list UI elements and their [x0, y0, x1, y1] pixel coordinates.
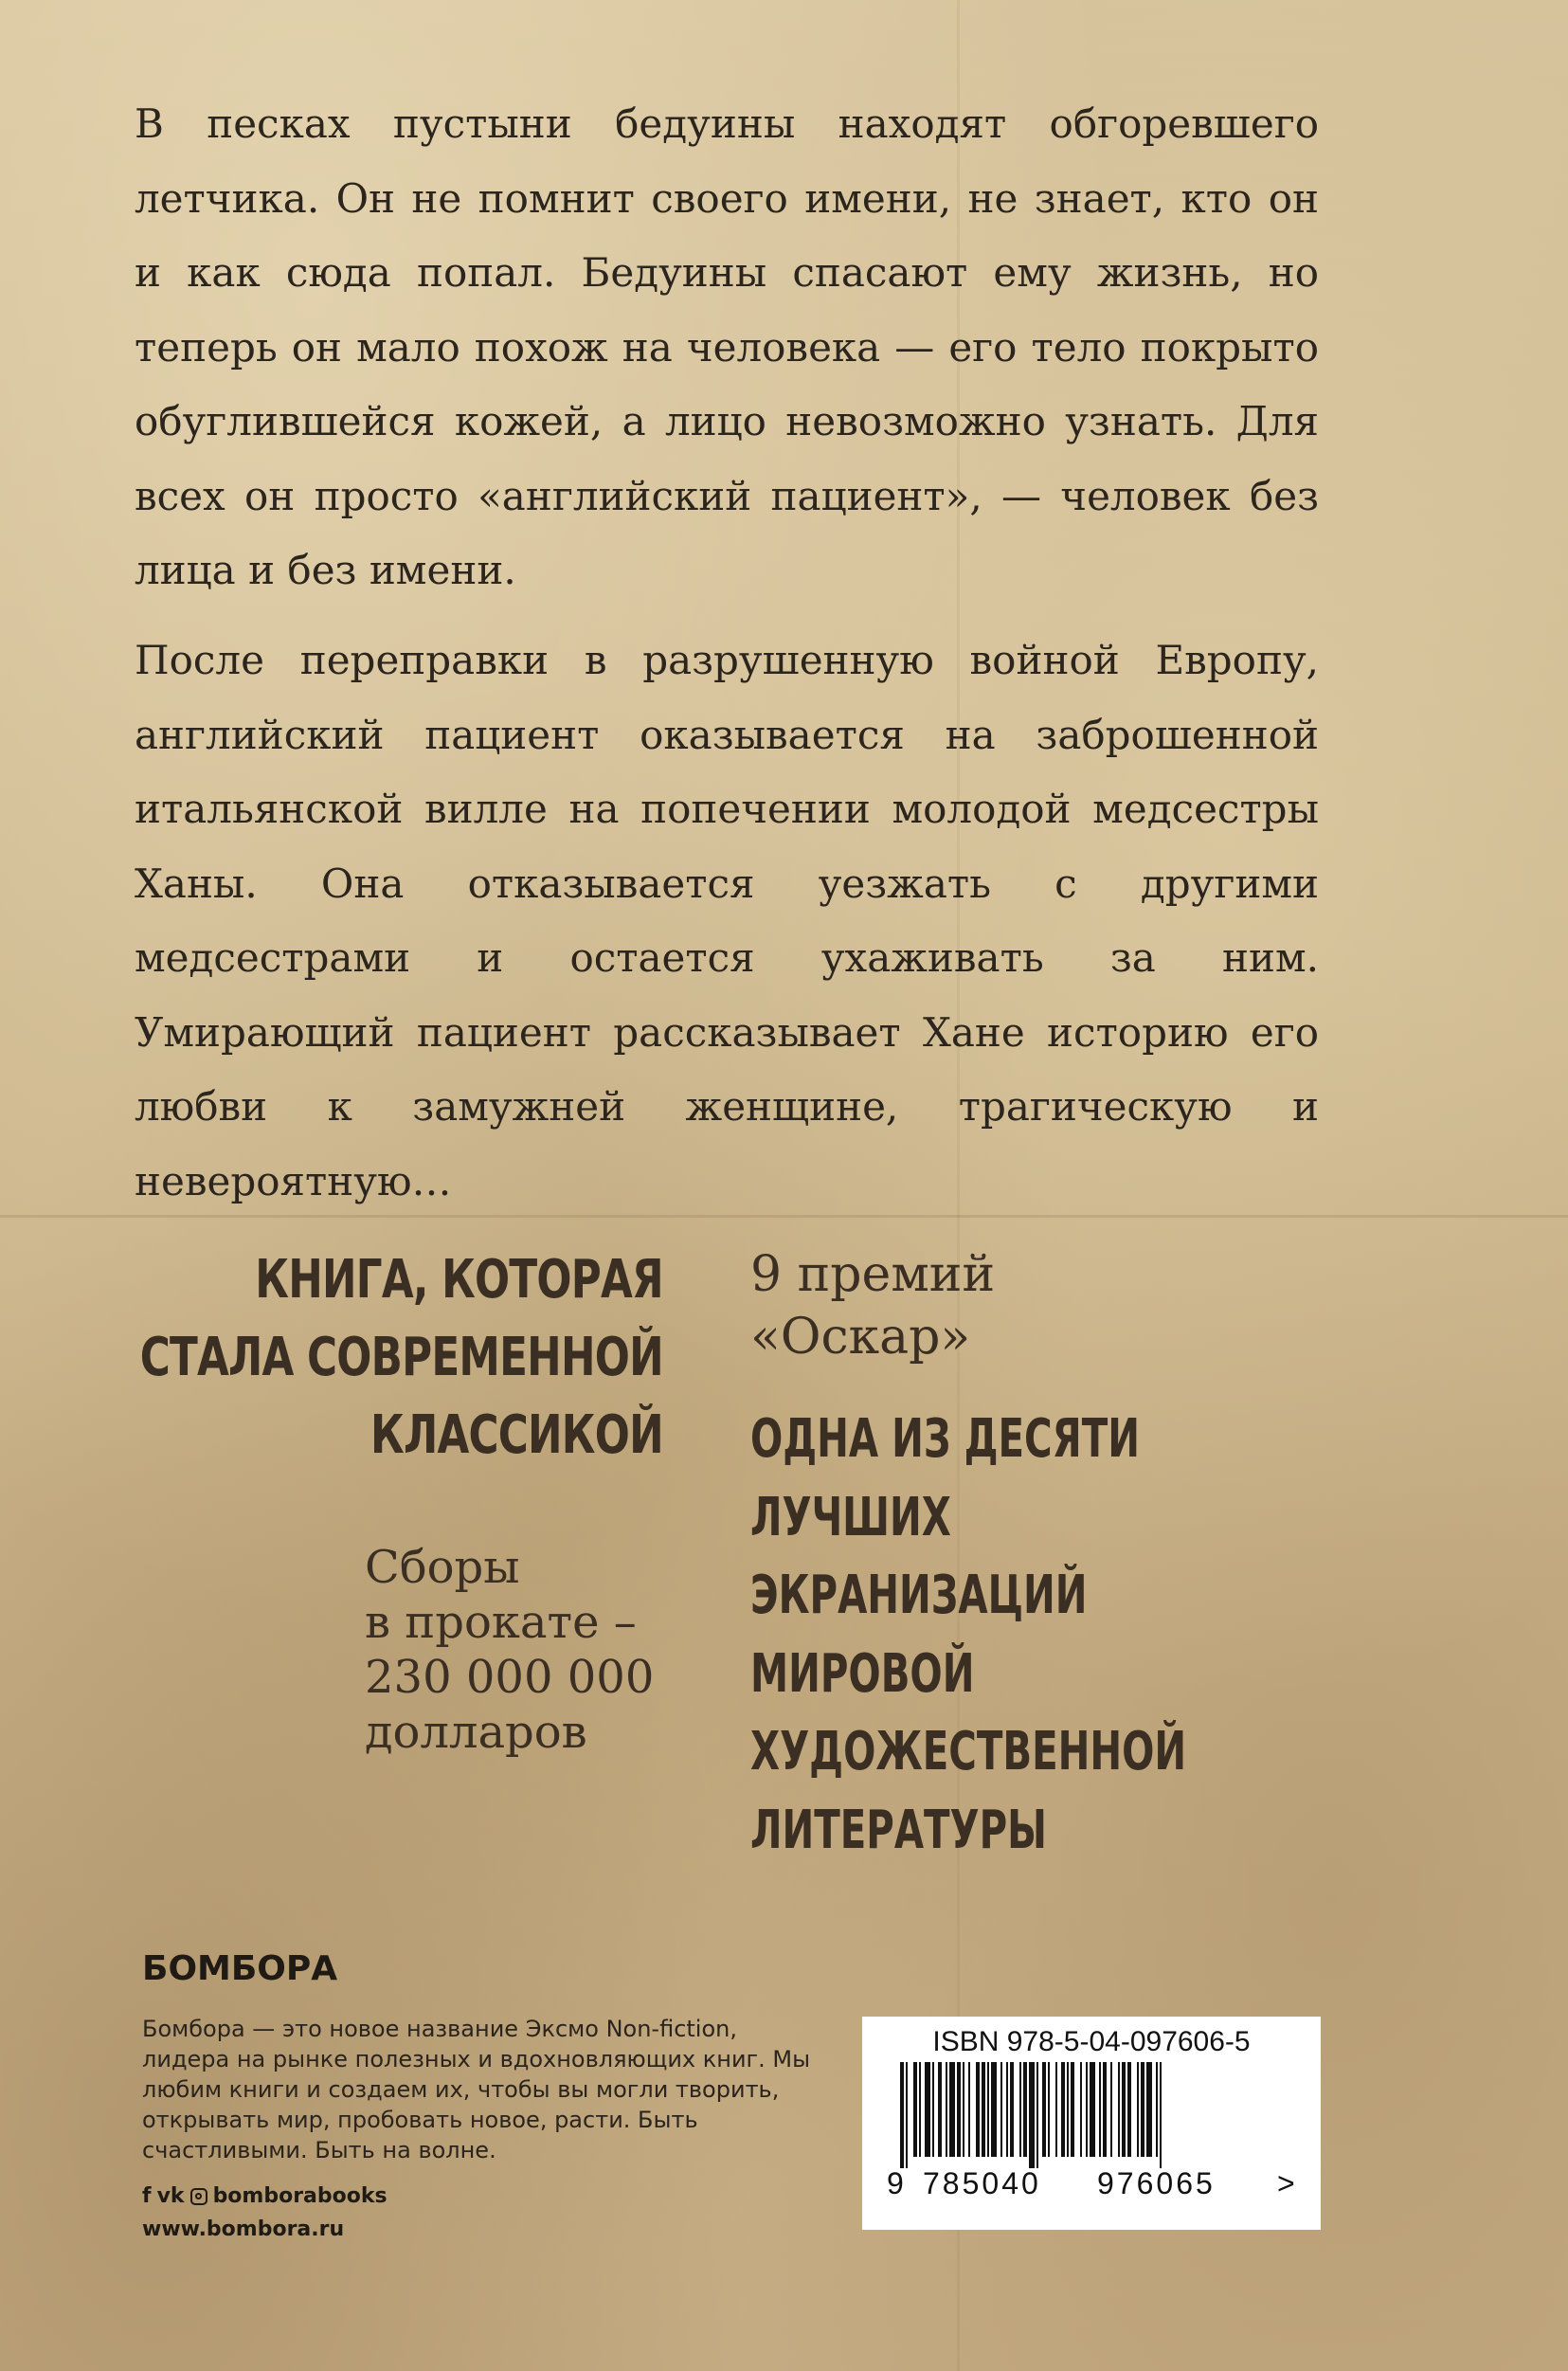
barcode-bar [1023, 2062, 1027, 2157]
barcode-digit-group: 976065 [1097, 2166, 1216, 2200]
box-office-line: долларов [365, 1706, 587, 1759]
box-office-line: в прокате – [365, 1596, 637, 1649]
ranking-line: ЛИТЕРАТУРЫ [750, 1799, 1047, 1861]
publisher-logo: БОМБОРА [142, 1949, 338, 1988]
barcode-bar [1103, 2062, 1107, 2157]
barcode-bar [1141, 2062, 1144, 2157]
barcode-bar [1000, 2062, 1002, 2157]
ranking-line: ХУДОЖЕСТВЕННОЙ [750, 1721, 1187, 1783]
barcode-bar [987, 2062, 989, 2157]
awards-line: 9 премий [750, 1246, 996, 1303]
barcode-bar [1055, 2062, 1057, 2157]
barcode-bar [1080, 2062, 1082, 2157]
barcode-bar [946, 2062, 947, 2157]
awards [750, 1243, 995, 1368]
barcode-bar [906, 2062, 908, 2168]
barcode-bar [900, 2062, 904, 2168]
social-links [142, 2184, 387, 2208]
barcode-box [862, 2017, 1321, 2230]
barcode-bar [1160, 2062, 1162, 2168]
barcode-bar [919, 2062, 921, 2157]
barcode-bar [1122, 2062, 1126, 2157]
barcode-bar [1048, 2062, 1050, 2157]
barcode-bar [976, 2062, 980, 2157]
barcode-bar [1042, 2062, 1046, 2157]
barcode-bars [900, 2062, 1283, 2168]
barcode-bar [1036, 2062, 1038, 2168]
barcode-bar [1067, 2062, 1069, 2157]
barcode-bar [1010, 2062, 1014, 2157]
publisher-website[interactable]: www.bombora.ru [142, 2217, 345, 2241]
slogan-line: КНИГА, КОТОРАЯ [255, 1249, 663, 1311]
awards-line: «Оскар» [750, 1309, 971, 1366]
barcode-bar [1071, 2062, 1074, 2157]
barcode-bar [957, 2062, 961, 2157]
box-office-line: 230 000 000 [365, 1651, 655, 1704]
barcode-bar [949, 2062, 955, 2157]
barcode-bar [982, 2062, 985, 2157]
barcode-bar [968, 2062, 970, 2157]
barcode-bar [1006, 2062, 1008, 2157]
barcode-digit-group: 785040 [923, 2166, 1041, 2200]
barcode-bar [932, 2062, 934, 2157]
barcode-bar [1156, 2062, 1158, 2157]
barcode-bar [1110, 2062, 1112, 2157]
barcode-bar [1127, 2062, 1131, 2157]
ranking-line: ЭКРАНИЗАЦИЙ [750, 1565, 1088, 1626]
barcode-bar [1137, 2062, 1139, 2157]
barcode-bar [1061, 2062, 1065, 2157]
publisher-about: Бомбора — это новое название Эксмо Non-fiction, лидера на рынке полезных и вдохновляющих книг. Мы любим книги и создаем их, чтобы вы могли творить, открывать мир, пробовать новое, расти. Быть счастливыми. Быть на волне. [142, 2016, 811, 2163]
ranking-line: ОДНА ИЗ ДЕСЯТИ [750, 1408, 1140, 1470]
ranking-line: МИРОВОЙ [750, 1642, 975, 1705]
barcode-bar [1146, 2062, 1152, 2157]
description-paragraph-1: В песках пустыни бедуины находят обгоревшего летчика. Он не помнит своего имени, не знает, кто он и как сюда попал. Бедуины спасают ему жизнь, но теперь он мало похож на человека — его тело покрыто обуглившейся кожей, а лицо невозможно узнать. Для всех он просто «английский пациент», — человек без лица и без имени. [135, 100, 1319, 593]
description-paragraph-2: После переправки в разрушенную войной Европу, английский пациент оказывается на заброшенной итальянской вилле на попечении молодой медсестры Ханы. Она отказывается уезжать с другими медсестрами и остается ухаживать за ним. Умирающий пациент рассказывает Хане историю его любви к замужней женщине, трагическую и невероятную… [135, 637, 1319, 1204]
barcode-bar [1029, 2062, 1035, 2168]
barcode-bar [1099, 2062, 1101, 2157]
barcode-bar [925, 2062, 930, 2157]
barcode-digit-group: > [1277, 2166, 1295, 2200]
barcode-bar [1086, 2062, 1088, 2157]
ranking [750, 1401, 1356, 1870]
isbn-label: ISBN 978-5-04-097606-5 [932, 2026, 1251, 2057]
barcode-bar [1090, 2062, 1095, 2157]
slogan-line: СТАЛА СОВРЕМЕННОЙ [139, 1327, 663, 1388]
slogan-line: КЛАССИКОЙ [370, 1404, 663, 1466]
slogan [0, 1241, 663, 1475]
barcode-bar [938, 2062, 942, 2157]
instagram-icon[interactable] [190, 2188, 207, 2205]
vk-icon[interactable]: vk [156, 2184, 185, 2208]
social-handle[interactable]: bomborabooks [212, 2184, 387, 2208]
box-office-line: Сборы [365, 1541, 520, 1594]
box-office [365, 1540, 654, 1760]
facebook-icon[interactable]: f [142, 2184, 152, 2208]
ranking-line: ЛУЧШИХ [750, 1486, 951, 1548]
barcode-bar [991, 2062, 997, 2157]
barcode-bar [1019, 2062, 1021, 2157]
barcode-bar [913, 2062, 917, 2157]
barcode-digit-group: 9 [887, 2166, 904, 2200]
barcode-bar [1118, 2062, 1120, 2157]
barcode-bar [963, 2062, 964, 2157]
